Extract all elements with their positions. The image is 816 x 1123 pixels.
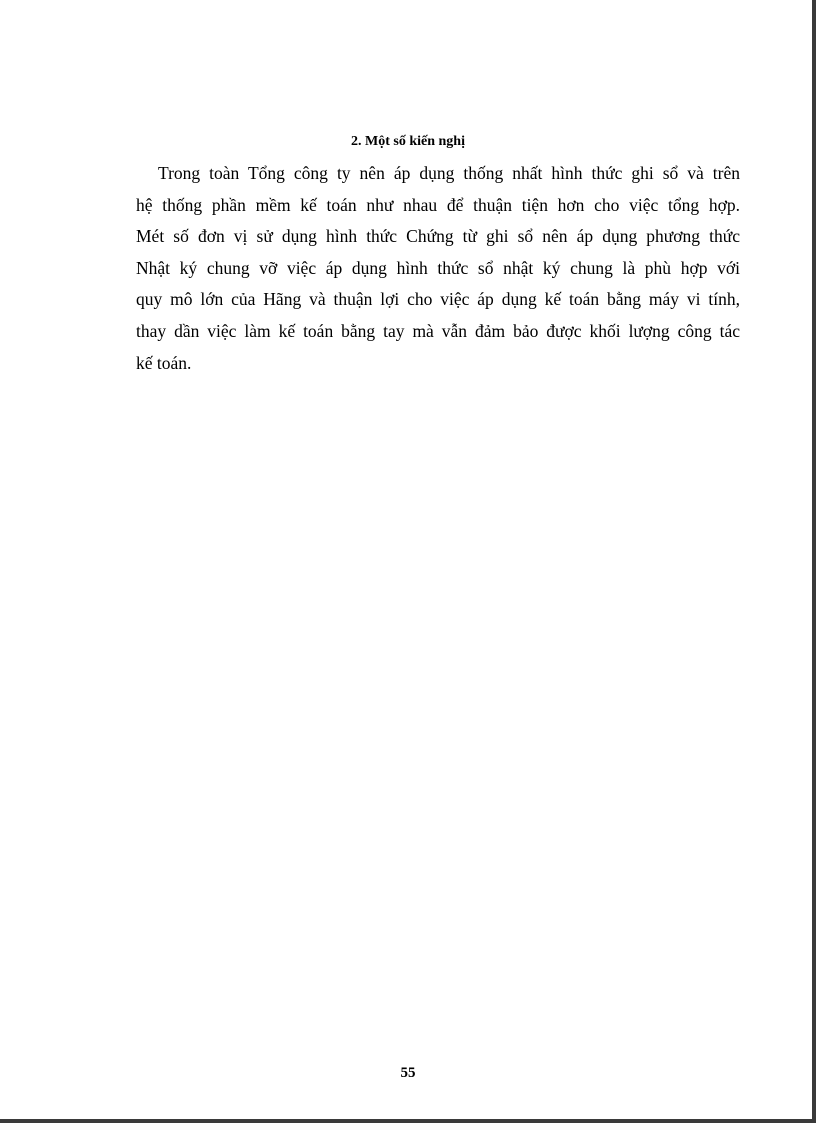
paragraph-line-2: hệ thống phần mềm kế toán như nhau để thuận tiện hơn cho việc tổng hợp. bbox=[136, 194, 740, 215]
paragraph-line-7: kế toán. bbox=[136, 352, 192, 373]
section-heading: 2. Một số kiến nghị bbox=[351, 134, 465, 149]
page-number: 55 bbox=[400, 1065, 416, 1081]
paragraph-line-1: Trong toàn Tổng công ty nên áp dụng thống nhất hình thức ghi sổ và trên bbox=[158, 163, 740, 183]
paragraph-line-4: Nhật ký chung vỡ việc áp dụng hình thức sổ nhật ký chung là phù hợp với bbox=[136, 257, 740, 278]
paragraph-line-3: Mét số đơn vị sử dụng hình thức Chứng từ ghi sổ nên áp dụng phương thức bbox=[136, 226, 740, 247]
body-paragraph bbox=[136, 158, 740, 379]
paragraph-line-6: thay dần việc làm kế toán bằng tay mà vẫn đảm bảo được khối lượng công tác bbox=[136, 320, 740, 341]
paragraph-line-5: quy mô lớn của Hãng và thuận lợi cho việc áp dụng kế toán bằng máy vi tính, bbox=[136, 289, 740, 310]
